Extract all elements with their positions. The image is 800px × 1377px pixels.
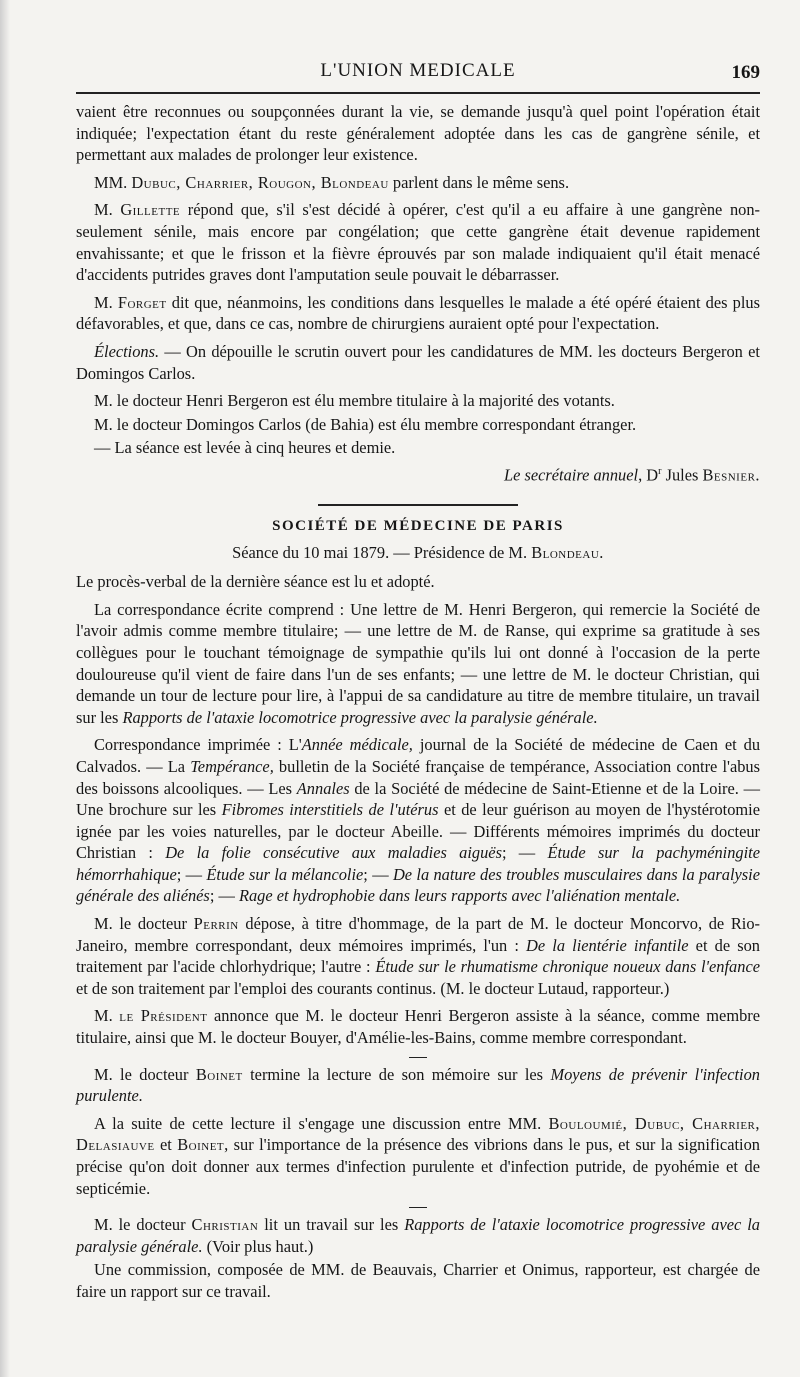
paragraph-carlos-elected: M. le docteur Domingos Carlos (de Bahia) est élu membre correspondant étranger.: [94, 414, 637, 434]
paragraph-correspondance-imprimee: Correspondance imprimée : L'Année médicale, journal de la Société de médecine de Caen et du Calvados. — La Tempérance, bulletin de la Société française de tempérance, Association contre l'abus des boissons alcooliques. — Les Annales de la Société de médecine de Saint-Etienne et de la Loire. — Une brochure sur les Fibromes interstitiels de l'utérus et de leur guérison au moyen de l'hystérotomie ignée par les voies naturelles, par le docteur Abeille. — Différents mémoires imprimés du docteur Christian : De la folie consécutive aux maladies aiguës; — Étude sur la pachyméningite hémorrhahique; — Étude sur la mélancolie; — De la nature des troubles musculaires dans la paralysie générale des aliénés; — Rage et hydrophobie dans leurs rapports avec l'aliénation mentale.: [76, 735, 761, 906]
paragraph-continuation: vaient être reconnues ou soupçonnées durant la vie, se demande jusqu'à quel point l'opération était indiquée; l'expectation étant du reste généralement adoptée dans les cas de gangrène sénile, et permettant aux malades de prolonger leur existence.: [76, 102, 760, 165]
paragraph-president: M. le Président annonce que M. le docteur Henri Bergeron assiste à la séance, comme membre titulaire, ainsi que M. le docteur Bouyer, d'Amélie-les-Bains, comme membre correspondant.: [76, 1006, 760, 1048]
paragraph-boinet: M. le docteur Boinet termine la lecture de son mémoire sur les Moyens de prévenir l'infection purulente.: [76, 1064, 760, 1106]
paragraph-proces-verbal: Le procès-verbal de la dernière séance est lu et adopté.: [76, 572, 435, 592]
paragraph-perrin: M. le docteur Perrin dépose, à titre d'hommage, de la part de M. le docteur Moncorvo, de Rio-Janeiro, membre correspondant, deux mémoires imprimés, l'un : De la lientérie infantile et de son traitement par l'acide chlorhydrique; l'autre : Étude sur le rhumatisme chronique noueux dans l'enfance et de son traitement par l'emploi des courants continus. (M. le docteur Lutaud, rapporteur.): [76, 914, 760, 998]
paragraph-commission: Une commission, composée de MM. de Beauvais, Charrier et Onimus, rapporteur, est chargée de faire un rapport sur ce travail.: [76, 1260, 760, 1301]
paragraph-seance-levee: — La séance est levée à cinq heures et demie.: [94, 438, 396, 458]
running-head: L'UNION MEDICALE: [320, 60, 516, 81]
paragraph-correspondance-ecrite: La correspondance écrite comprend : Une lettre de M. Henri Bergeron, qui remercie la Société de l'avoir admis comme membre titulaire; — une lettre de M. de Ranse, qui exprime sa gratitude à ses collègues pour le touchant témoignage de sympathie qu'ils lui ont donné à l'occasion de la perte douloureuse qu'il vient de faire dans l'un de ses enfants; — une lettre de M. le docteur Christian, qui demande un tour de lecture pour lire, à l'appui de sa candidature au titre de membre titulaire, un travail sur les Rapports de l'ataxie locomotrice progressive avec la paralysie générale.: [76, 599, 760, 727]
page-number: 169: [731, 62, 760, 83]
page-header: [76, 0, 760, 95]
paragraph-christian: M. le docteur Christian lit un travail sur les Rapports de l'ataxie locomotrice progressive avec la paralysie générale. (Voir plus haut.): [76, 1215, 760, 1256]
paragraph-bergeron-elected: M. le docteur Henri Bergeron est élu membre titulaire à la majorité des votants.: [94, 391, 615, 411]
paragraph-gillette: M. Gillette répond que, s'il s'est décidé à opérer, c'est qu'il a eu affaire à une gangrène non-seulement sénile, mais encore par congélation; que cette gangrène était devenue rapidement envahissante; et que le frisson et la fièvre éprouvés par son malade indiquaient qu'il était menacé d'accidents putrides graves dont l'amputation seule pouvait le débarrasser.: [76, 200, 760, 285]
header-rule: [76, 92, 760, 94]
section-title: SOCIÉTÉ DE MÉDECINE DE PARIS: [272, 517, 564, 534]
paragraph-discussion: A la suite de cette lecture il s'engage une discussion entre MM. Bouloumié, Dubuc, Charrier, Delasiauve et Boinet, sur l'importance de la présence des vibrions dans le pus, et sur la signification précise qu'on doit donner aux termes d'infection purulente et d'infection putride, de pyohémie et de septicémie.: [76, 1113, 760, 1198]
short-separator: [409, 1057, 427, 1058]
paragraph-dubuc: MM. Dubuc, Charrier, Rougon, Blondeau parlent dans le même sens.: [94, 172, 570, 192]
session-line: Séance du 10 mai 1879. — Présidence de M. Blondeau.: [232, 542, 604, 562]
paragraph-elections: Élections. — On dépouille le scrutin ouvert pour les candidatures de MM. les docteurs Bergeron et Domingos Carlos.: [76, 341, 760, 383]
paragraph-forget: M. Forget dit que, néanmoins, les conditions dans lesquelles le malade a été opéré étaient des plus défavorables, et que, dans ce cas, nombre de chirurgiens auraient opté pour l'expectation.: [76, 292, 760, 334]
signature: Le secrétaire annuel, $D^r$ Jules Besnier.: [503, 465, 760, 485]
short-separator-2: [409, 1207, 427, 1208]
section-separator: [318, 504, 518, 506]
